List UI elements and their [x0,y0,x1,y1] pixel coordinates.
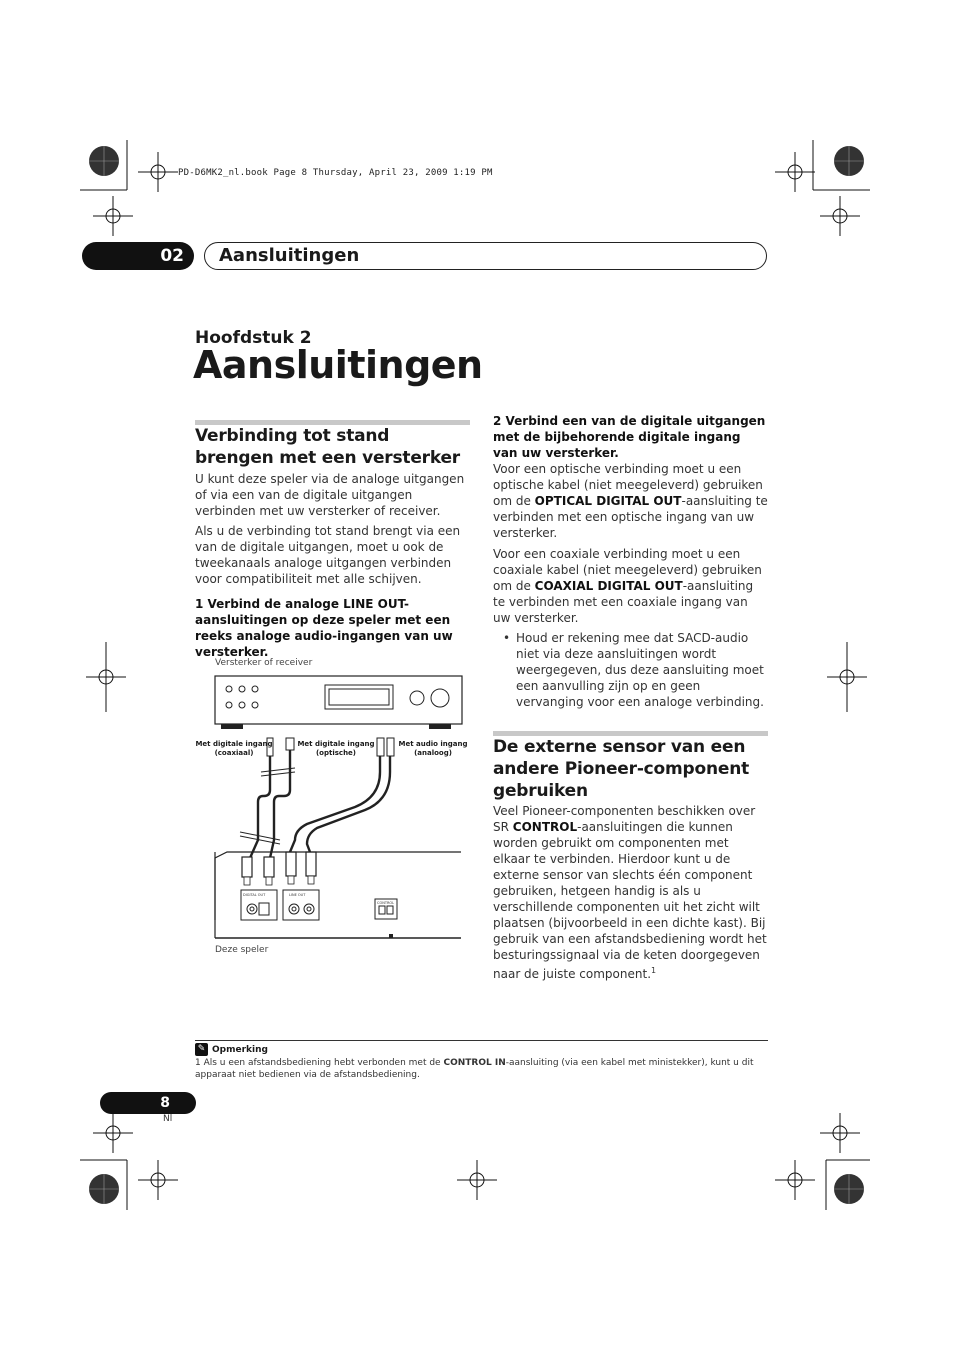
book-info-line: PD-D6MK2_nl.book Page 8 Thursday, April 23, 2009 1:19 PM [178,168,493,178]
step-2: 2 Verbind een van de digitale uitgangen met de bijbehorende digitale ingang van uw versterker. [493,414,766,460]
note-divider [195,1040,768,1041]
chapter-title: Aansluitingen [193,343,483,387]
receiver-body [215,676,462,724]
step-1: 1 Verbind de analoge LINE OUT-aansluitingen op deze speler met een reeks analoge audio-ingangen van uw versterker. [195,597,453,659]
connection-diagram [195,672,470,947]
label-optical-input: Met digitale ingang (optische) [297,740,375,757]
chapter-name-tab: Aansluitingen [204,242,767,270]
section-heading-amplifier: Verbinding tot stand brengen met een versterker [195,426,460,468]
paragraph-intro: U kunt deze speler via de analoge uitgangen of via een van de digitale uitgangen verbinden met uw versterker of receiver. [195,472,465,518]
section-heading-external-sensor: De externe sensor van een andere Pioneer-component gebruiken [493,737,750,801]
paragraph-optical: Voor een optische verbinding moet u een optische kabel (niet meegeleverd) gebruiken om de OPTICAL DIGITAL OUT-aansluiting te verbinden met een optische ingang van uw versterker. [493,462,768,540]
note-pencil-icon: ✎ [195,1043,208,1056]
paragraph-sr-control: Veel Pioneer-componenten beschikken over SR CONTROL-aansluitingen die kunnen worden gebruikt om componenten met elkaar te verbinden. Hierdoor kunt u de externe sensor van slechts één component gebruiken, hetgeen handig is als u verschillende componenten uit het zicht wilt plaatsen (bijvoorbeeld in een dichte kast). Bij gebruik van een afstandsbediening wordt het besturingssignaal via de keten doorgegeven naar de juiste component.$^1$ [493,804,767,981]
panel-control: CONTROL [377,901,395,905]
paragraph-coaxial: Voor een coaxiale verbinding moet u een coaxiale kabel (niet meegeleverd) gebruiken om de COAXIAL DIGITAL OUT-aansluiting te verbinden met een coaxiale ingang van uw versterker. [493,547,762,625]
footnote-ref: 1 [651,966,657,975]
chapter-label: Hoofdstuk 2 [195,328,312,348]
note-heading: ✎ Opmerking [195,1043,268,1056]
panel-digital-out: DIGITAL OUT [243,893,266,897]
language-code: Nl [163,1114,173,1124]
panel-line-out: LINE OUT [289,893,306,897]
paragraph-digital-note: Als u de verbinding tot stand brengt via een van de digitale uitgangen, moet u ook de tweekanaals analoge uitgangen verbinden voor compatibiliteit met alle schijven. [195,524,461,586]
chapter-number-tab: 02 [82,242,194,270]
bullet-sacd-note: • Houd er rekening mee dat SACD-audio niet via deze aansluitingen wordt weergegeven, dus deze aansluiting moet een aanvulling zijn op en geen vervanging voor een analoge verbinding. [503,631,764,709]
label-coax-input: Met digitale ingang (coaxiaal) [195,740,273,757]
note-text: 1 Als u een afstandsbediening hebt verbonden met de CONTROL IN-aansluiting (via een kabel met ministekker), kunt u dit apparaat niet bedienen via de afstandsbediening. [195,1058,754,1080]
player-label: Deze speler [215,945,269,955]
page-number: 8 [100,1092,196,1114]
label-analog-input: Met audio ingang (analoog) [398,740,468,757]
receiver-label: Versterker of receiver [215,658,313,668]
